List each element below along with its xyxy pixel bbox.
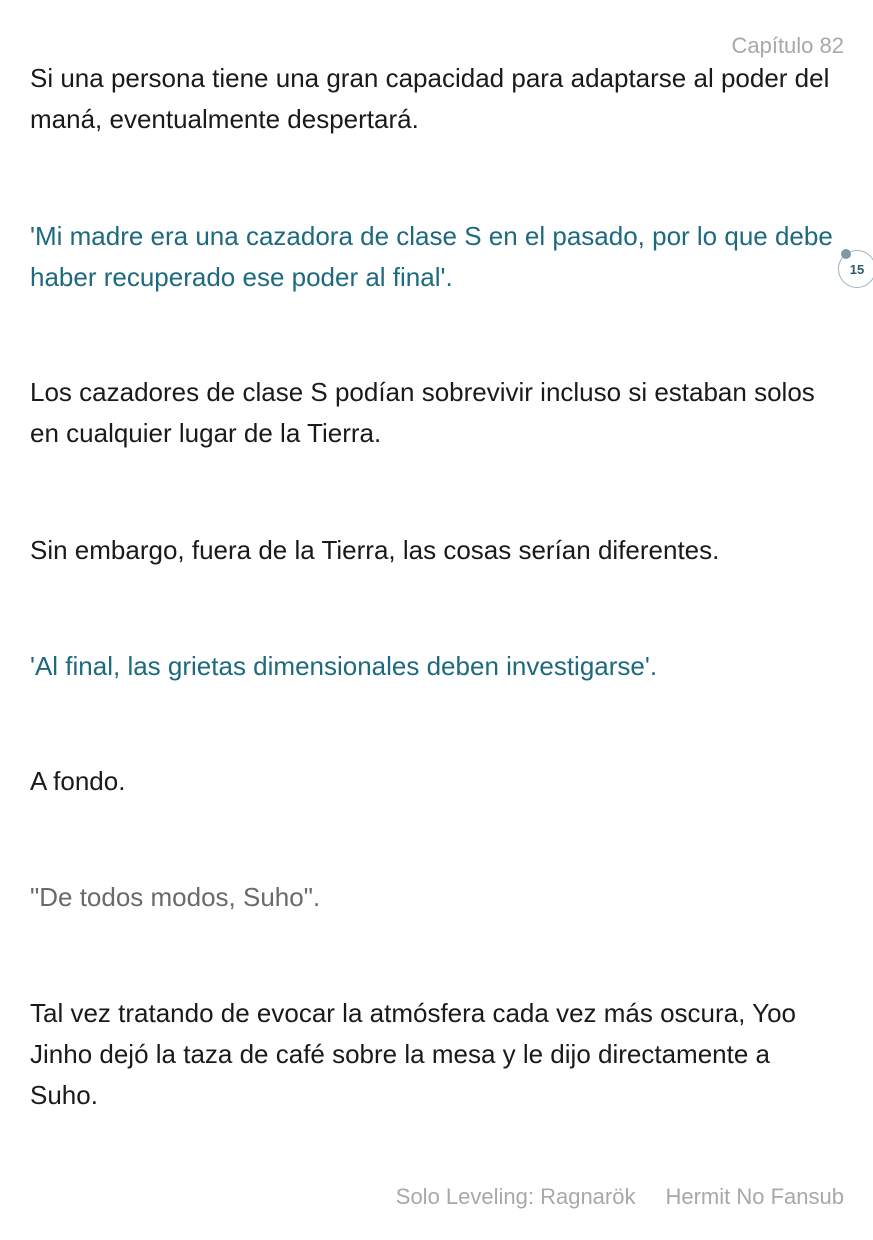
- paragraph-thought: 'Al final, las grietas dimensionales deben investigarse'.: [30, 651, 658, 681]
- paragraph-narration: Sin embargo, fuera de la Tierra, las cosas serían diferentes.: [30, 535, 720, 565]
- chapter-label: Capítulo 82: [731, 33, 844, 58]
- translator-credit: Hermit No Fansub: [665, 1184, 844, 1209]
- paragraph-narration: A fondo.: [30, 766, 126, 796]
- footer: [396, 1183, 844, 1211]
- page-number-badge[interactable]: 15: [838, 250, 873, 288]
- paragraph-dialogue: "De todos modos, Suho".: [30, 882, 321, 912]
- paragraph-narration: Tal vez tratando de evocar la atmósfera cada vez más oscura, Yoo Jinho dejó la taza de café sobre la mesa y le dijo directamente a Suho.: [30, 998, 796, 1110]
- paragraph-narration: Si una persona tiene una gran capacidad para adaptarse al poder del maná, eventualmente despertará.: [30, 63, 830, 134]
- paragraph-thought: 'Mi madre era una cazadora de clase S en el pasado, por lo que debe haber recuperado ese poder al final'.: [30, 221, 833, 292]
- paragraph-narration: Los cazadores de clase S podían sobrevivir incluso si estaban solos en cualquier lugar de la Tierra.: [30, 377, 815, 448]
- badge-dot-icon: [841, 249, 851, 259]
- novel-title: Solo Leveling: Ragnarök: [395, 1184, 636, 1209]
